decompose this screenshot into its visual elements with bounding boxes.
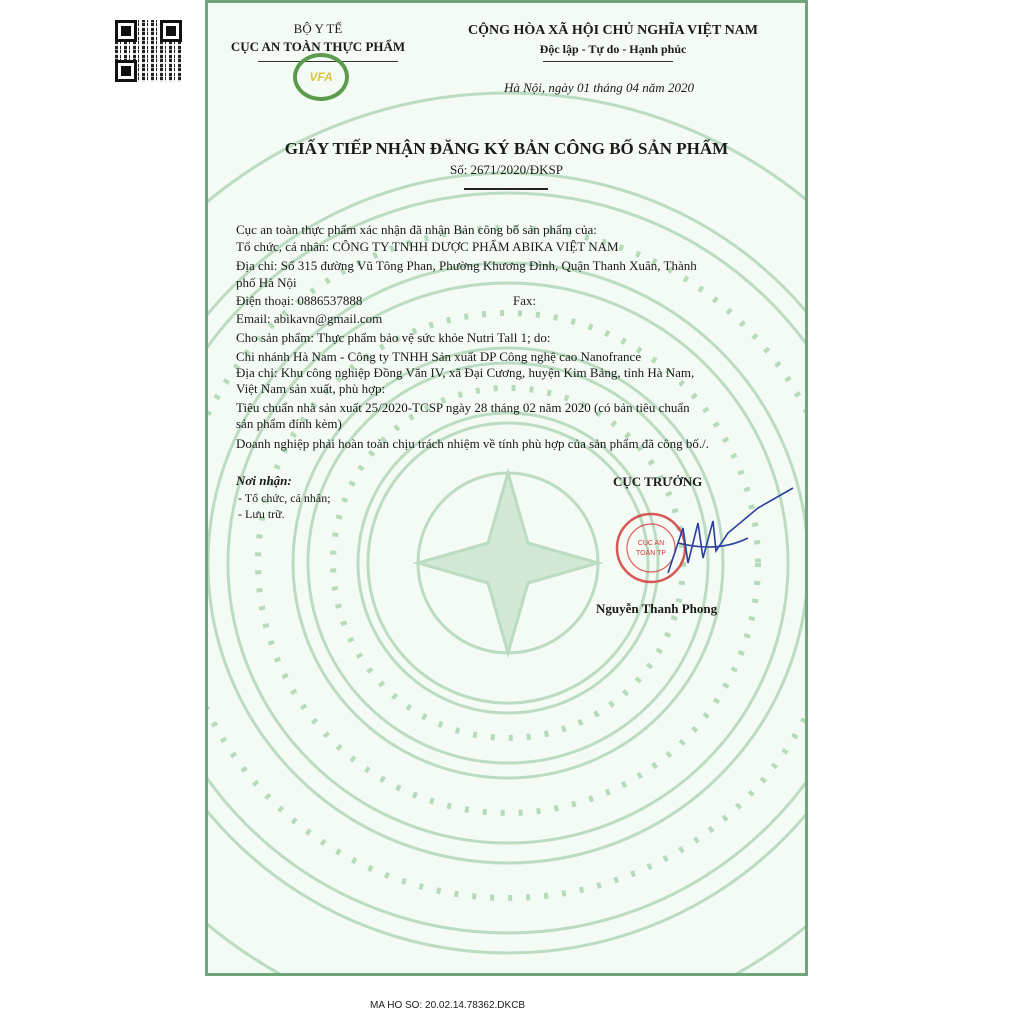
svg-text:CỤC AN: CỤC AN [637,540,665,547]
body-line: Doanh nghiệp phải hoàn toàn chịu trách nhiệm về tính phù hợp của sản phẩm đã công bố./. [236,436,709,451]
agency-name: CỤC AN TOÀN THỰC PHẨM [230,39,406,54]
place-date: Hà Nội, ngày 01 tháng 04 năm 2020 [504,80,694,95]
body-line: Chi nhánh Hà Nam - Công ty TNHH Sản xuất DP Công nghệ cao Nanofrance [236,349,642,364]
recipient-item: - Tổ chức, cá nhân; [238,491,331,505]
svg-text:TOÀN TP: TOÀN TP [635,550,667,557]
body-line: Email: abikavn@gmail.com [236,311,383,326]
signer-title: CỤC TRƯỞNG [613,474,703,489]
body-line: Cho sản phẩm: Thực phẩm bảo vệ sức khỏe Nutri Tall 1; do: [236,330,551,345]
motto: Độc lập - Tự do - Hạnh phúc [539,42,687,56]
body-line: Tổ chức, cá nhân: CÔNG TY TNHH DƯỢC PHẨM ABIKA VIỆT NAM [236,239,619,254]
republic-name: CỘNG HÒA XÃ HỘI CHỦ NGHĨA VIỆT NAM [467,23,758,38]
document-number: Số: 2671/2020/ĐKSP [449,162,564,177]
qr-code [115,20,182,82]
document-title: GIẤY TIẾP NHẬN ĐĂNG KÝ BẢN CÔNG BỐ SẢN PHẨM [284,139,729,158]
body-line: Điện thoại: 0886537888 [236,293,363,308]
certificate-document [205,0,808,976]
body-line: Địa chỉ: Số 315 đường Vũ Tông Phan, Phường Khương Đình, Quận Thanh Xuân, Thành [236,258,697,273]
body-line: Cục an toàn thực phẩm xác nhận đã nhận Bản công bố sản phẩm của: [236,222,597,237]
ministry-name: BỘ Y TẾ [293,21,343,36]
body-line: Địa chỉ: Khu công nghiệp Đồng Văn IV, xã Đại Cương, huyện Kim Bảng, tỉnh Hà Nam, [236,365,695,380]
recipient-item: - Lưu trữ. [238,507,285,521]
recipients-label: Nơi nhận: [236,473,292,488]
vfa-logo: VFA [293,53,349,101]
body-line: Việt Nam sản xuất, phù hợp: [236,381,386,396]
dossier-code: MA HO SO: 20.02.14.78362.DKCB [370,1000,526,1011]
fax-label: Fax: [513,293,537,308]
body-line: phố Hà Nội [236,275,297,290]
body-line: sản phẩm đính kèm) [236,416,342,431]
stamp-and-signature [608,483,808,593]
body-line: Tiêu chuẩn nhà sản xuất 25/2020-TCSP ngày 28 tháng 02 năm 2020 (có bản tiêu chuẩn [236,400,690,415]
signer-name: Nguyễn Thanh Phong [596,601,718,616]
